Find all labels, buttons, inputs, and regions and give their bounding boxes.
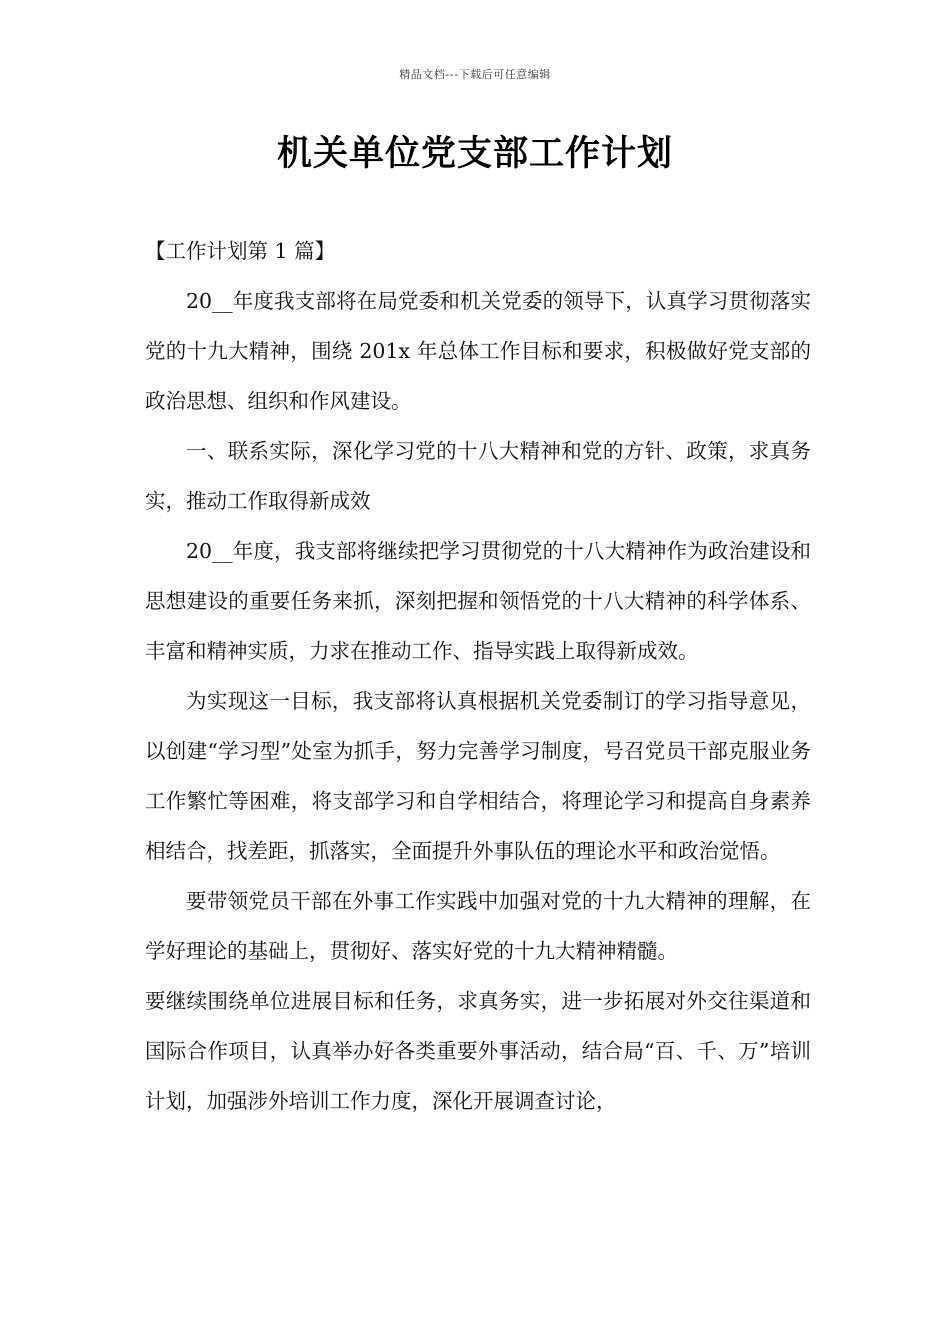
paragraph: 要带领党员干部在外事工作实践中加强对党的十九大精神的理解，在学好理论的基础上，贯彻好、落实好党的十九大精神精髓。 — [145, 889, 811, 963]
paragraph: 为实现这一目标，我支部将认真根据机关党委制订的学习指导意见，以创建“学习型”处室为抓手，努力完善学习制度，号召党员干部克服业务工作繁忙等困难，将支部学习和自学相结合，将理论学习和提高自身素养相结合，找差距，抓落实，全面提升外事队伍的理论水平和政治觉悟。 — [145, 689, 811, 863]
document-title: 机关单位党支部工作计划 — [276, 134, 673, 174]
paragraph: 20__年度，我支部将继续把学习贯彻党的十八大精神作为政治建设和思想建设的重要任务来抓，深刻把握和领悟党的十八大精神的科学体系、丰富和精神实质，力求在推动工作、指导实践上取得新成效。 — [145, 539, 811, 663]
document-body — [145, 226, 811, 1126]
paragraph: 20__年度我支部将在局党委和机关党委的领导下，认真学习贯彻落实党的十九大精神，围绕 201x 年总体工作目标和要求，积极做好党支部的政治思想、组织和作风建设。 — [145, 289, 811, 413]
header-watermark: 精品文档---下载后可任意编辑 — [399, 68, 551, 81]
paragraph: 要继续围绕单位进展目标和任务，求真务实，进一步拓展对外交往渠道和国际合作项目，认真举办好各类重要外事活动，结合局“百、千、万”培训计划，加强涉外培训工作力度，深化开展调查讨论， — [145, 989, 811, 1113]
section-label: 【工作计划第 1 篇】 — [145, 239, 336, 263]
section-heading: 一、联系实际，深化学习党的十八大精神和党的方针、政策，求真务实，推动工作取得新成效 — [145, 439, 811, 513]
